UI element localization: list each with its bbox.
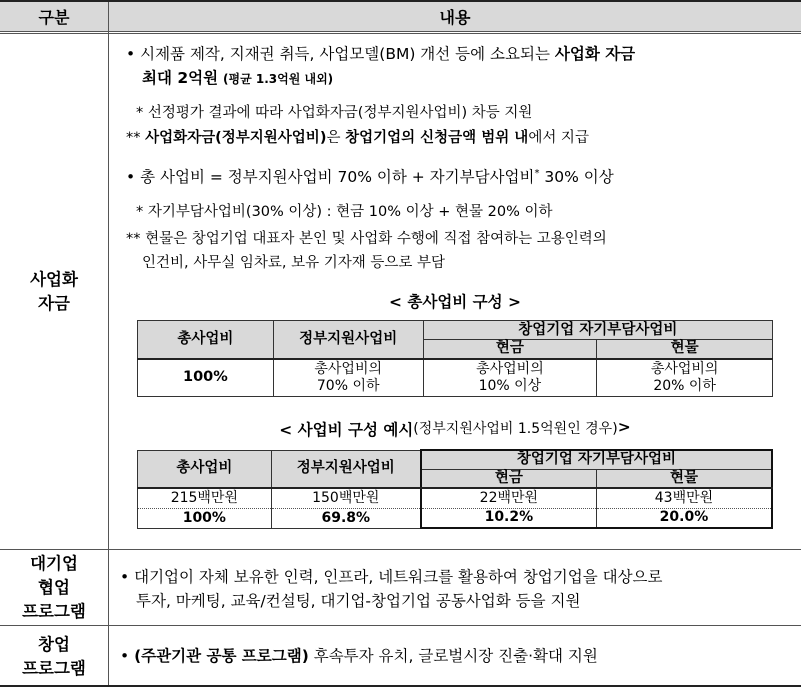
corporate-bullet-cont: 투자, 마케팅, 교육/컨설팅, 대기업-창업기업 공동사업화 등을 지원 xyxy=(136,592,581,610)
row-divider-1 xyxy=(0,549,801,550)
t1-total: 100% xyxy=(138,359,274,397)
funding-note-3: * 자기부담사업비(30% 이상) : 현금 10% 이상 + 현물 20% 이하 xyxy=(136,204,553,220)
table2-caption: < 사업비 구성 예시 (정부지원사업비 1.5억원인 경우) > xyxy=(279,418,631,439)
funding-bullet-1-cont: 최대 2억원 (평균 1.3억원 내외) xyxy=(142,69,334,87)
t1-kind: 총사업비의 20% 이하 xyxy=(597,359,773,397)
t1-gov: 총사업비의 70% 이하 xyxy=(273,359,423,397)
t2-pct-gov: 69.8% xyxy=(271,508,421,528)
t1-col-self: 창업기업 자기부담사업비 xyxy=(423,321,772,340)
table1-caption: < 총사업비 구성 > xyxy=(388,293,521,311)
t2-pct-total: 100% xyxy=(138,508,272,528)
row-divider-2 xyxy=(0,625,801,626)
funding-note-2: ** 사업화자금(정부지원사업비)은 창업기업의 신청금액 범위 내에서 지급 xyxy=(126,130,589,146)
t2-pct-cash: 10.2% xyxy=(421,508,597,528)
header-category: 구분 xyxy=(0,2,108,31)
t2-col-total: 총사업비 xyxy=(138,450,272,488)
budget-example-table xyxy=(137,449,773,529)
t2-pct-kind: 20.0% xyxy=(596,508,772,528)
column-divider xyxy=(108,2,109,685)
corporate-bullet: • 대기업이 자체 보유한 인력, 인프라, 네트워크를 활용하여 창업기업을 대상으로 xyxy=(120,568,663,586)
t2-amount-total: 215백만원 xyxy=(138,488,272,508)
header-content: 내용 xyxy=(109,2,801,31)
t2-col-kind: 현물 xyxy=(596,469,772,488)
header-divider xyxy=(0,31,801,34)
label-startup: 창업 프로그램 xyxy=(22,634,86,678)
t2-col-cash: 현금 xyxy=(421,469,597,488)
funding-bullet-2: • 총 사업비 = 정부지원사업비 70% 이하 + 자기부담사업비* 30% 이상 xyxy=(126,167,614,186)
t1-col-total: 총사업비 xyxy=(138,321,274,359)
t1-cash: 총사업비의 10% 이상 xyxy=(423,359,597,397)
t1-col-gov: 정부지원사업비 xyxy=(273,321,423,359)
t2-col-gov: 정부지원사업비 xyxy=(271,450,421,488)
budget-composition-table xyxy=(137,320,773,397)
funding-note-4: ** 현물은 창업기업 대표자 본인 및 사업화 수행에 직접 참여하는 고용인력의 xyxy=(126,231,607,247)
funding-bullet-1: • 시제품 제작, 지재권 취득, 사업모델(BM) 개선 등에 소요되는 사업화 자금 xyxy=(126,45,636,63)
t2-amount-cash: 22백만원 xyxy=(421,488,597,508)
t1-col-cash: 현금 xyxy=(423,340,597,359)
startup-bullet: • (주관기관 공통 프로그램) 후속투자 유치, 글로벌시장 진출·확대 지원 xyxy=(120,647,598,665)
funding-note-1: * 선정평가 결과에 따라 사업화자금(정부지원사업비) 차등 지원 xyxy=(136,105,533,121)
t2-amount-kind: 43백만원 xyxy=(596,488,772,508)
label-funding: 사업화 자금 xyxy=(30,270,78,313)
t2-col-self: 창업기업 자기부담사업비 xyxy=(421,450,772,469)
label-corporate: 대기업 협업 프로그램 xyxy=(22,553,86,621)
t1-col-kind: 현물 xyxy=(597,340,773,359)
t2-amount-gov: 150백만원 xyxy=(271,488,421,508)
funding-note-4-cont: 인건비, 사무실 임차료, 보유 기자재 등으로 부담 xyxy=(142,255,446,271)
